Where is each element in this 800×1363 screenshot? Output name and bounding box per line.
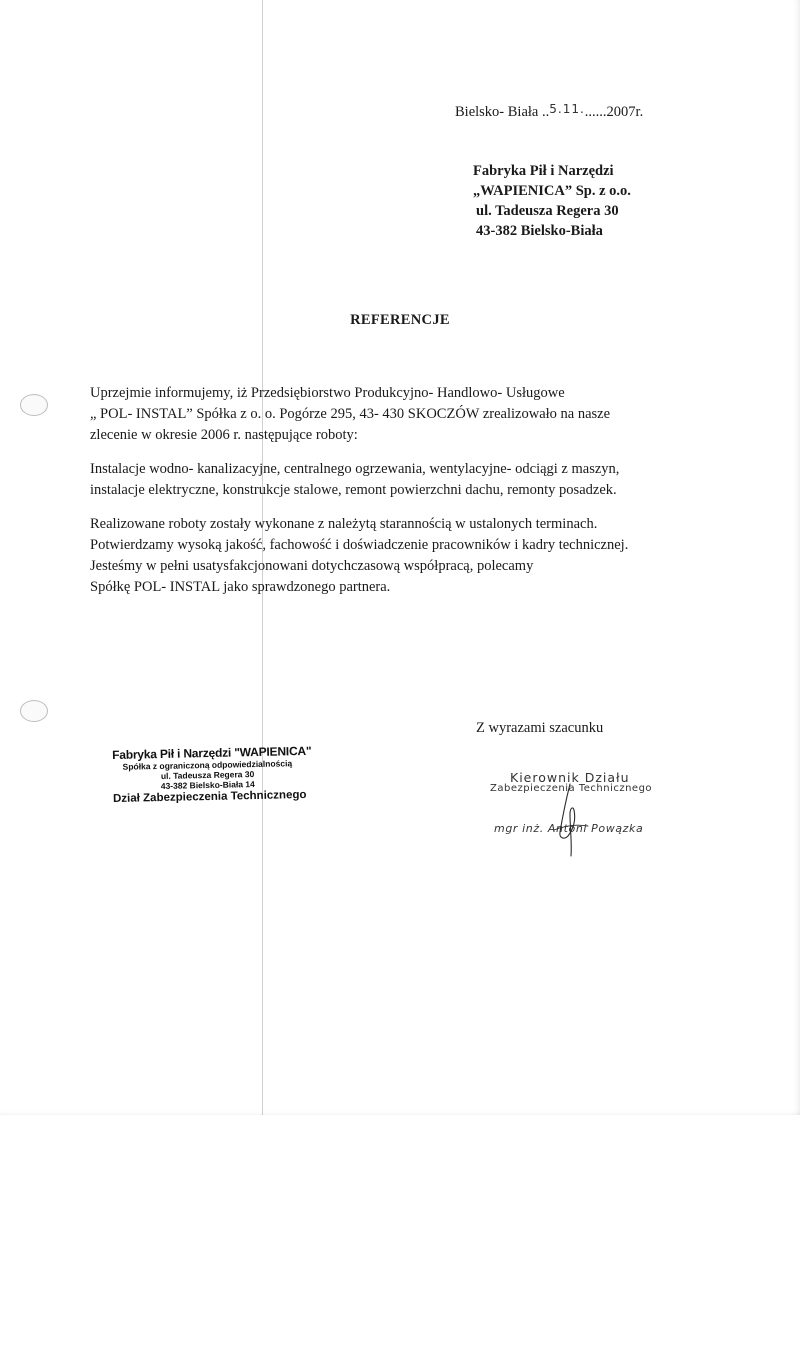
- recipient-line: ul. Tadeusza Regera 30: [476, 203, 619, 219]
- stamp-line: ul. Tadeusza Regera 30: [160, 769, 255, 781]
- date-line: [455, 104, 643, 121]
- date-handwritten: 5.11.: [549, 102, 585, 116]
- handwritten-signature: [540, 780, 600, 860]
- punch-hole-top: [20, 394, 48, 416]
- stamp-line: Fabryka Pił i Narzędzi "WAPIENICA": [112, 743, 312, 762]
- body-line: Potwierdzamy wysoką jakość, fachowość i doświadczenie pracowników i kadry technicznej.: [90, 537, 629, 553]
- body-line: „ POL- INSTAL” Spółka z o. o. Pogórze 295, 43- 430 SKOCZÓW zrealizowało na nasze: [90, 406, 611, 422]
- recipient-line: 43-382 Bielsko-Biała: [476, 223, 603, 239]
- body-line: instalacje elektryczne, konstrukcje stalowe, remont powierzchni dachu, remonty posadzek.: [90, 482, 617, 498]
- punch-hole-bottom: [20, 700, 48, 722]
- signatory-department: Zabezpieczenia Technicznego: [490, 783, 653, 794]
- closing-salutation: Z wyrazami szacunku: [476, 720, 604, 736]
- body-line: Uprzejmie informujemy, iż Przedsiębiorstwo Produkcyjno- Handlowo- Usługowe: [90, 385, 565, 401]
- body-line: Instalacje wodno- kanalizacyjne, centralnego ogrzewania, wentylacyjne- odciągi z maszyn,: [90, 461, 620, 477]
- stamp-line: 43-382 Bielsko-Biała 14: [160, 779, 255, 791]
- date-dots-after: ......: [584, 104, 607, 120]
- blank-area-below-page: [0, 1115, 800, 1363]
- date-year: 2007r.: [606, 104, 644, 120]
- recipient-line: „WAPIENICA” Sp. z o.o.: [473, 183, 631, 199]
- recipient-address: [473, 161, 631, 241]
- body-line: Spółkę POL- INSTAL jako sprawdzonego partnera.: [90, 579, 391, 595]
- signatory-name: mgr inż. Antoni Powązka: [494, 822, 644, 835]
- body-line: zlecenie w okresie 2006 r. następujące roboty:: [90, 427, 358, 443]
- body-line: Jesteśmy w pełni usatysfakcjonowani dotychczasową współpracą, polecamy: [90, 558, 534, 574]
- date-city: Bielsko- Biała: [455, 104, 539, 120]
- date-dots-before: ..: [542, 104, 550, 120]
- stamp-line: Dział Zabezpieczenia Technicznego: [112, 788, 307, 805]
- body-paragraph-2: [90, 459, 710, 501]
- stamp-line: Spółka z ograniczoną odpowiedzialnością: [122, 758, 293, 772]
- signatory-title: Kierownik Działu: [510, 770, 630, 785]
- recipient-line: Fabryka Pił i Narzędzi: [473, 163, 614, 179]
- company-stamp: [112, 743, 312, 805]
- body-paragraph-3: [90, 514, 710, 598]
- body-line: Realizowane roboty zostały wykonane z należytą starannością w ustalonych terminach.: [90, 516, 598, 532]
- body-paragraph-1: [90, 383, 710, 446]
- letter-title: REFERENCJE: [350, 312, 450, 328]
